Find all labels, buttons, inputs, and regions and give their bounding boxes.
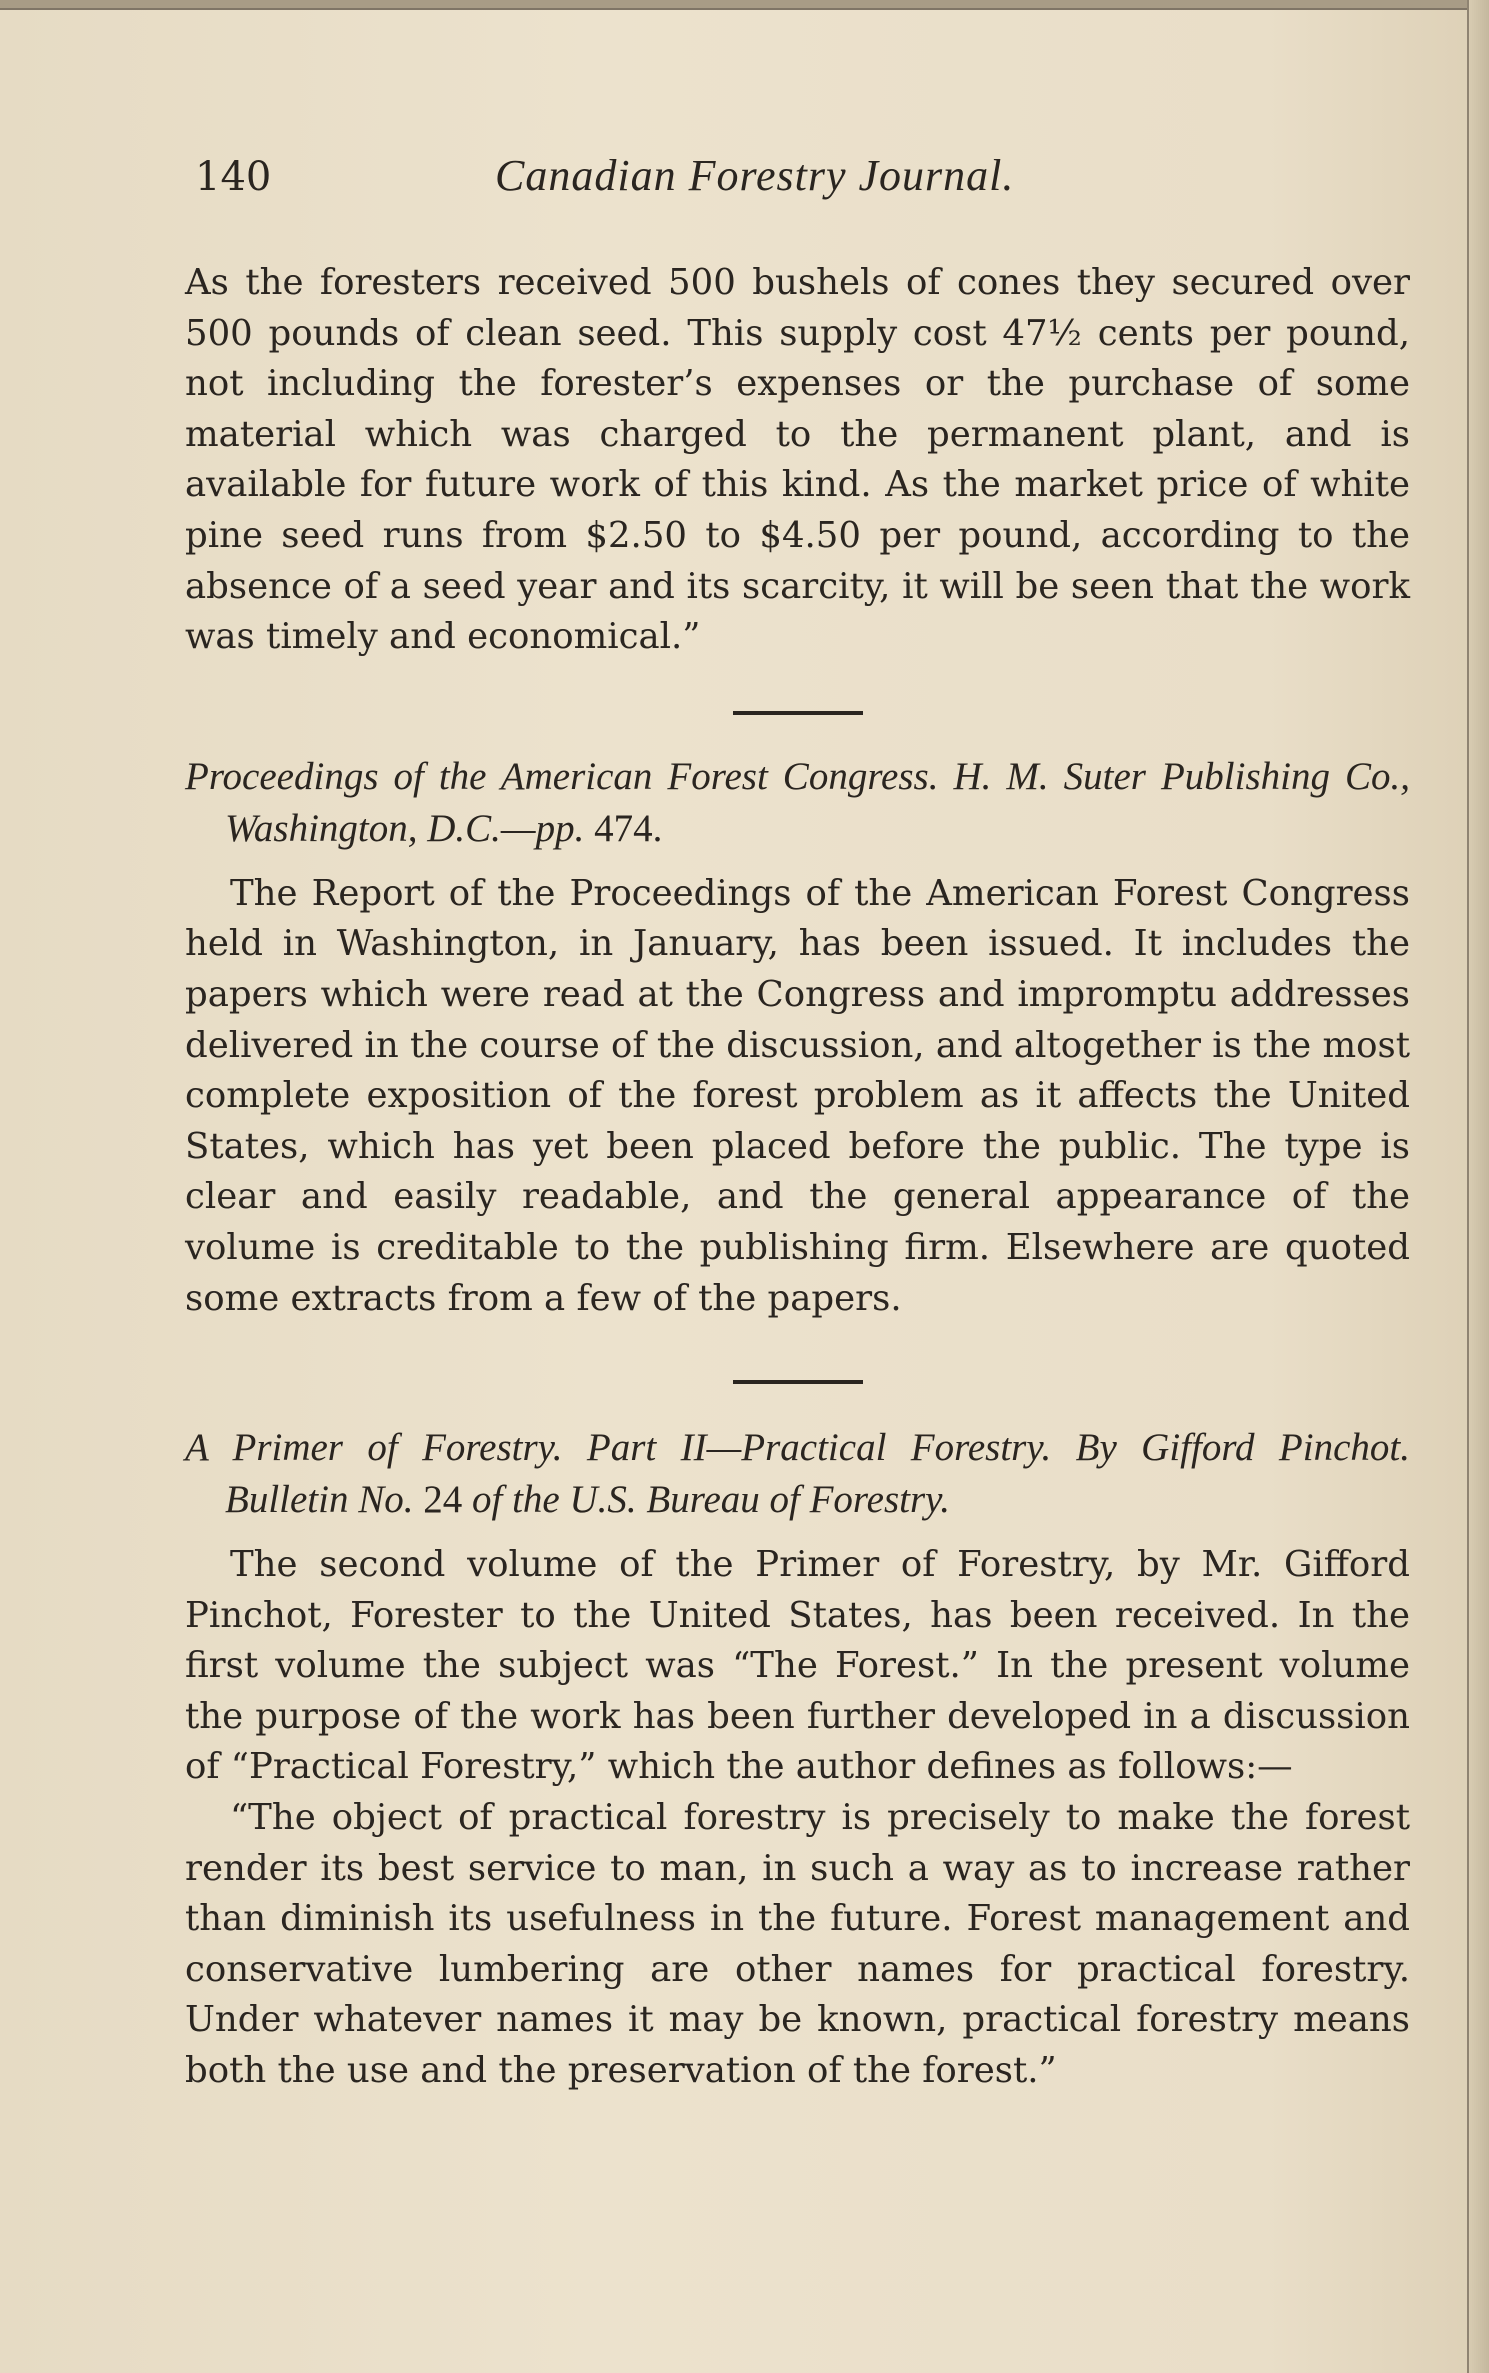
review-heading-primer-of-forestry (185, 1422, 1410, 1526)
running-head (185, 150, 1410, 220)
page-number: 140 (195, 154, 272, 200)
section-divider (733, 711, 863, 715)
seed-cost-paragraph: As the foresters received 500 bushels of cones they secured over 500 pounds of clean seed. This supply cost 47½ cents per pound, not including the forester’s expenses or the purchase of some material which was charged to the permanent plant, and is available for future work of this kind. As the market price of white pine seed runs from $2.50 to $4.50 per pound, according to the absence of a seed year and its scarcity, it will be seen that the work was timely and economical.” (185, 262, 1410, 658)
forest-congress-review-paragraph: The Report of the Proceedings of the American Forest Congress held in Washington, in January, has been issued. It includes the papers which were read at the Congress and impromptu addresses delivered in the course of the discussion, and altogether is the most complete exposition of the forest problem as it affects the United States, which has yet been placed before the public. The type is clear and easily readable, and the general appearance of the volume is creditable to the publishing firm. Elsewhere are quoted some extracts from a few of the papers. (185, 872, 1410, 1319)
section-divider (733, 1380, 863, 1384)
review-heading-title: A Primer of Forestry. Part II—Practical Forestry. By Gifford Pinchot. Bulletin No. (185, 1426, 1410, 1522)
journal-title: Canadian Forestry Journal. (495, 151, 1015, 200)
page-top-edge (0, 0, 1489, 10)
review-heading-bulletin-number: 24 (413, 1478, 472, 1522)
practical-forestry-quote: “The object of practical forestry is precisely to make the forest render its best service to man, in such a way as to increase rather than diminish its usefulness in the future. Forest management and conservative lumbering are other names for practical forestry. Under whatever names it may be known, practical forestry means both the use and the preservation of the forest.” (185, 1797, 1410, 2092)
page-content (185, 150, 1410, 2097)
review-heading-publisher: of the U.S. Bureau of Forestry. (472, 1478, 951, 1522)
primer-review-paragraph: The second volume of the Primer of Forestry, by Mr. Gifford Pinchot, Forester to the United States, has been received. In the first volume the subject was “The Forest.” In the present volume the purpose of the work has been further developed in a discussion of “Practical Forestry,” which the author defines as follows:— (185, 1544, 1410, 1788)
page-gutter-edge (1467, 0, 1489, 2373)
review-heading-forest-congress (185, 751, 1410, 855)
review-heading-pages: 474. (584, 806, 663, 850)
review-heading-title: Proceedings of the American Forest Congress. H. M. Suter Publishing Co., Washington, D.C.—pp. (185, 754, 1410, 850)
